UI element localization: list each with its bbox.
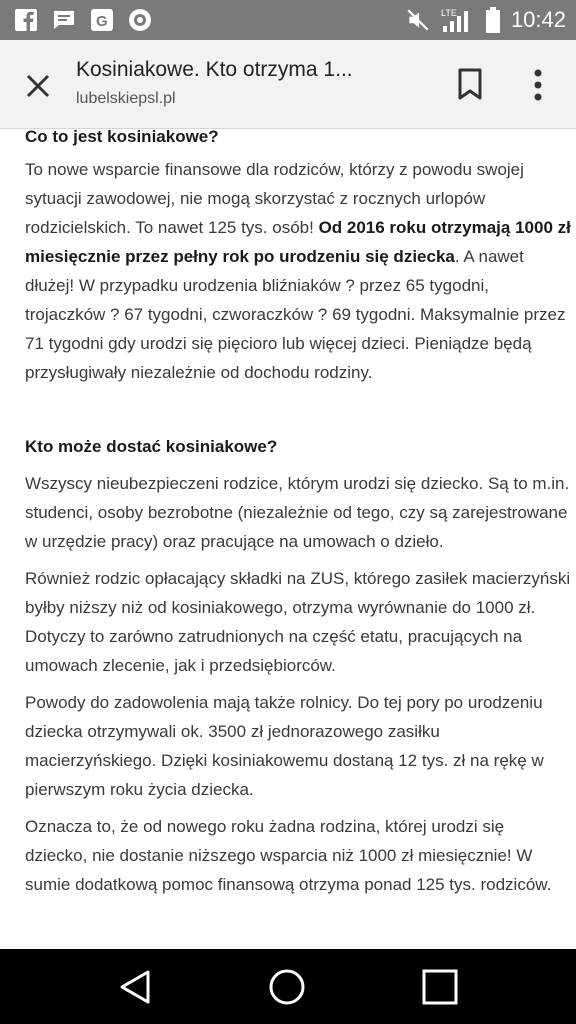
system-icons <box>405 6 566 34</box>
bookmark-icon[interactable] <box>456 68 484 100</box>
back-icon[interactable] <box>116 967 156 1007</box>
article-paragraph: Oznacza to, że od nowego roku żadna rodzina, której urodzi się dziecko, nie dostanie niższego wsparcia niż 1000 zł miesięcznie! W sumie dodatkową pomoc finansową otrzyma ponad 125 tys. rodziców. <box>25 817 552 894</box>
article-paragraph: Wszyscy nieubezpieczeni rodzice, którym urodzi się dziecko. Są to m.in. studenci, osoby bezrobotne (niezależnie od tego, czy są zarejestrowane w urzędzie pracy) oraz pracujące na umowach o dzieło. <box>25 474 570 551</box>
article <box>25 129 571 899</box>
page-title: Kosiniakowe. Kto otrzyma 1... <box>76 58 353 81</box>
google-icon <box>90 8 114 32</box>
whatsapp-icon <box>128 8 152 32</box>
more-vert-icon[interactable] <box>530 68 546 102</box>
lte-icon: LTE <box>440 8 457 18</box>
message-icon <box>52 8 76 32</box>
close-icon[interactable] <box>22 70 54 102</box>
page-content[interactable] <box>0 129 576 949</box>
svg-text:G: G <box>96 13 108 30</box>
status-bar <box>0 0 576 40</box>
recents-icon[interactable] <box>420 967 460 1007</box>
section-heading: Kto może dostać kosiniakowe? <box>25 437 278 456</box>
battery-icon <box>485 7 501 33</box>
bold-text: Od 2016 roku otrzymają 1000 zł miesięcznie przez pełny rok po urodzeniu się dziecka <box>25 218 571 266</box>
lte-signal-icon <box>441 6 475 34</box>
clock: 10:42 <box>510 7 566 32</box>
section-heading: Co to jest kosiniakowe? <box>25 129 219 146</box>
article-paragraph: Powody do zadowolenia mają także rolnicy. Do tej pory po urodzeniu dziecka otrzymywali ok. 3500 zł jednorazowego zasiłku macierzyńskiego. Dzięki kosiniakowemu dostaną 12 tys. zł na rękę w pierwszym roku życia dziecka. <box>25 693 544 799</box>
browser-toolbar <box>0 40 576 129</box>
article-paragraph: Również rodzic opłacający składki na ZUS, którego zasiłek macierzyński byłby niższy niż od kosiniakowego, otrzyma wyrównanie do 1000 zł. Dotyczy to zarówno zatrudnionych na część etatu, pracujących na umowach zlecenie, jak i przedsiębiorców. <box>25 569 571 675</box>
page-url: lubelskiepsl.pl <box>76 90 176 107</box>
home-icon[interactable] <box>267 967 307 1007</box>
notification-icons <box>14 8 152 32</box>
mute-icon <box>405 7 431 33</box>
article-paragraph: To nowe wsparcie finansowe dla rodziców, którzy z powodu swojej sytuacji zawodowej, nie mogą skorzystać z rocznych urlopów rodzicielskich. To nawet 125 tys. osób! Od 2016 roku otrzymają 1000 zł miesięcznie przez pełny rok po urodzeniu się dziecka. A nawet dłużej! W przypadku urodzenia bliźniaków ? przez 65 tygodni, trojaczków ? 67 tygodni, czworaczków ? 69 tygodni. Maksymalnie przez 71 tygodni gdy urodzi się pięcioro lub więcej dzieci. Pieniądze będą przysługiwały niezależnie od dochodu rodziny. <box>25 160 571 382</box>
facebook-icon <box>14 8 38 32</box>
navigation-bar <box>0 949 576 1024</box>
